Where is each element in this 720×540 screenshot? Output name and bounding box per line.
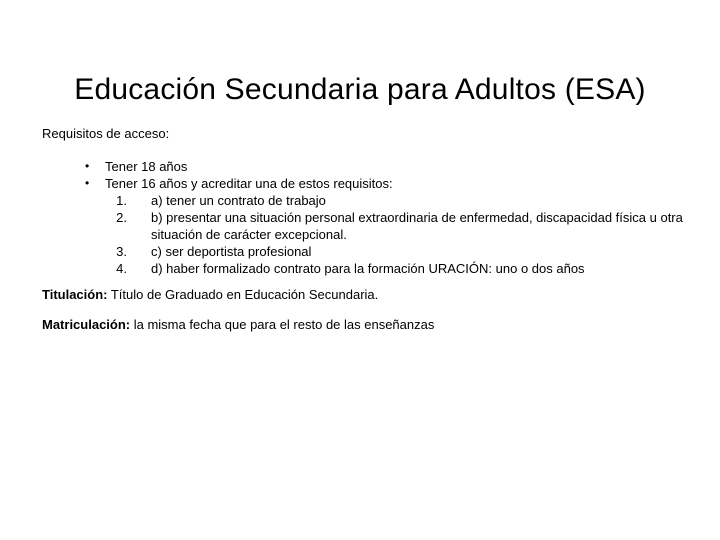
bullet-marker: •: [85, 176, 90, 190]
titulacion-label: Titulación:: [42, 287, 108, 302]
number-marker: 4.: [116, 261, 127, 276]
slide-content: [42, 125, 692, 333]
titulacion-paragraph: [42, 286, 692, 303]
sub-requirement-item: [42, 260, 692, 277]
number-marker: 1.: [116, 193, 127, 208]
bullet-marker: •: [85, 159, 90, 173]
sub-requirement-text: a) tener un contrato de trabajo: [151, 193, 326, 208]
sub-requirements-list: [42, 192, 692, 277]
sub-requirement-text: b) presentar una situación personal extraordinaria de enfermedad, discapacidad física u otra situación de carácter excepcional.: [151, 210, 683, 242]
requirement-text: Tener 16 años y acreditar una de estos requisitos:: [105, 176, 393, 191]
titulacion-text: Título de Graduado en Educación Secundaria.: [107, 287, 379, 302]
requirements-list: [42, 158, 692, 192]
requirements-heading: Requisitos de acceso:: [42, 126, 170, 141]
sub-requirement-item: [42, 243, 692, 260]
sub-requirement-item: [42, 192, 692, 209]
matriculacion-text: la misma fecha que para el resto de las enseñanzas: [130, 317, 435, 332]
requirement-item-age-16: [42, 175, 692, 192]
sub-requirement-text: c) ser deportista profesional: [151, 244, 312, 259]
sub-requirement-text: d) haber formalizado contrato para la formación URACIÓN: uno o dos años: [151, 261, 585, 276]
number-marker: 3.: [116, 244, 127, 259]
number-marker: 2.: [116, 210, 127, 225]
slide-title: Educación Secundaria para Adultos (ESA): [74, 73, 646, 107]
matriculacion-label: Matriculación:: [42, 317, 131, 332]
sub-requirement-item: [42, 209, 692, 243]
requirement-text: Tener 18 años: [105, 159, 188, 174]
requirement-item-age-18: [42, 158, 692, 175]
matriculacion-paragraph: [42, 316, 692, 333]
